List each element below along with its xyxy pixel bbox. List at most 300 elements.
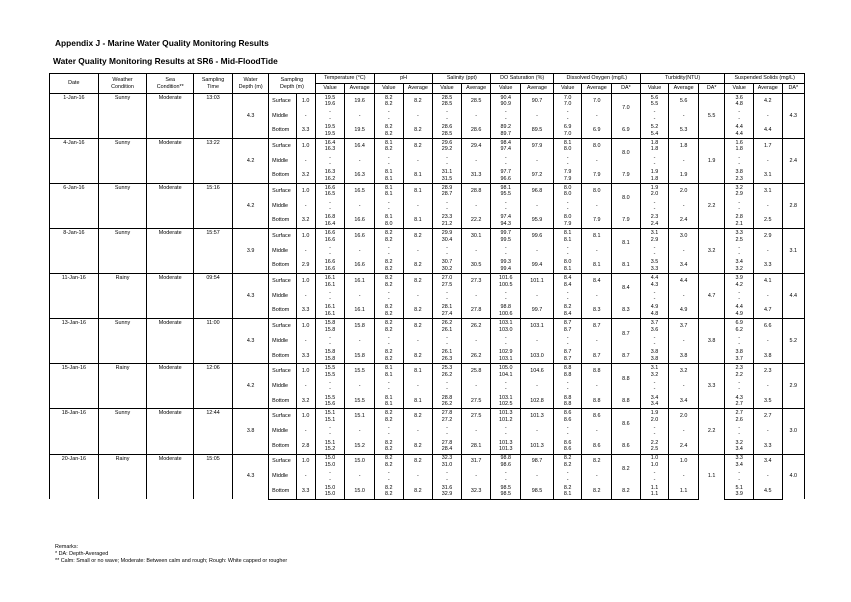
do-saturation-value-reading: 98.5: [500, 491, 511, 498]
do-saturation-value-reading: 100.5: [498, 281, 513, 288]
do-saturation-value: [491, 168, 521, 183]
do-saturation-average: 97.2: [521, 168, 554, 183]
temperature-value-reading: -: [329, 386, 331, 393]
salinity-value: [433, 364, 462, 379]
dissolved-oxygen-value: [553, 109, 582, 124]
depth-label-cell: Bottom: [269, 123, 297, 138]
do-saturation-value-reading: 90.4: [500, 94, 511, 101]
date-cell: 11-Jan-16: [50, 274, 99, 319]
depth-label-cell: Bottom: [269, 168, 297, 183]
turbidity-value: [640, 168, 669, 183]
salinity-value: [433, 139, 462, 154]
do-saturation-value-reading: 105.0: [498, 365, 513, 372]
dissolved-oxygen-average: -: [582, 154, 612, 169]
salinity-value: [433, 199, 462, 214]
salinity-average: 29.4: [461, 139, 491, 154]
header-do-saturation: DO Saturation (%): [491, 74, 553, 84]
salinity-value-reading: -: [446, 154, 448, 161]
sampling-depth-cell: 1.0: [296, 409, 315, 424]
sampling-time-cell: 11:00: [193, 319, 232, 364]
temperature-average: 15.0: [345, 454, 375, 469]
suspended-solids-value: [725, 274, 754, 289]
do-saturation-average: -: [521, 244, 554, 259]
suspended-solids-value-reading: 3.3: [735, 455, 743, 462]
temperature-value-reading: 19.5: [324, 124, 336, 131]
temperature-value: [315, 334, 345, 349]
temperature-average: 15.5: [345, 364, 375, 379]
dissolved-oxygen-da: 8.6: [612, 409, 641, 439]
depth-label-cell: Surface: [269, 454, 297, 469]
turbidity-average: 4.9: [669, 304, 699, 319]
temperature-value: [315, 229, 345, 244]
dissolved-oxygen-da: 7.9: [612, 168, 641, 183]
dissolved-oxygen-da: 8.8: [612, 364, 641, 394]
depth-label-cell: Middle: [269, 469, 297, 484]
temperature-value: [315, 139, 345, 154]
dissolved-oxygen-value-reading: 7.9: [563, 175, 572, 182]
suspended-solids-average: -: [753, 154, 782, 169]
salinity-value-reading: 29.2: [441, 146, 453, 153]
turbidity-da: 4.7: [698, 274, 724, 319]
ph-value-reading: 8.1: [385, 394, 393, 401]
turbidity-average: 4.4: [669, 274, 699, 289]
turbidity-average: -: [669, 334, 699, 349]
do-saturation-average: -: [521, 379, 554, 394]
suspended-solids-value-reading: -: [738, 334, 741, 341]
temperature-value-reading: 15.5: [324, 365, 336, 372]
salinity-value-reading: 21.2: [441, 220, 453, 227]
water-depth-cell: 4.3: [233, 94, 269, 139]
turbidity-value-reading: 1.8: [650, 175, 659, 182]
suspended-solids-value-reading: 2.3: [735, 175, 743, 182]
temperature-value-reading: 16.6: [324, 184, 336, 191]
temperature-value: [315, 349, 345, 364]
turbidity-value: [640, 394, 669, 409]
do-saturation-value-reading: 102.5: [498, 401, 513, 408]
dissolved-oxygen-average: -: [582, 424, 612, 439]
turbidity-value-reading: 3.4: [650, 394, 659, 401]
dissolved-oxygen-value: [553, 379, 582, 394]
salinity-value-reading: 28.5: [441, 94, 453, 101]
suspended-solids-value-reading: -: [738, 386, 741, 393]
do-saturation-average: 101.1: [521, 274, 554, 289]
dissolved-oxygen-da: 8.2: [612, 454, 641, 484]
suspended-solids-average: 3.3: [753, 259, 782, 274]
table-row: [50, 409, 805, 424]
suspended-solids-average: 3.1: [753, 168, 782, 183]
salinity-value-reading: 28.7: [441, 191, 453, 198]
dissolved-oxygen-value-reading: 8.7: [563, 356, 572, 363]
do-saturation-value: [491, 123, 521, 138]
do-saturation-average: 97.9: [521, 139, 554, 154]
weather-cell: Rainy: [98, 454, 147, 499]
turbidity-value: [640, 289, 669, 304]
temperature-value-reading: 15.8: [324, 349, 336, 356]
salinity-average: 30.1: [461, 229, 491, 244]
salinity-average: -: [461, 154, 491, 169]
depth-label-cell: Bottom: [269, 439, 297, 454]
suspended-solids-value-reading: -: [738, 431, 741, 438]
salinity-average: -: [461, 469, 491, 484]
dissolved-oxygen-value-reading: 8.2: [563, 304, 572, 311]
salinity-average: 25.8: [461, 364, 491, 379]
turbidity-da: 1.1: [698, 454, 724, 499]
ph-value: [374, 364, 403, 379]
sampling-depth-cell: 1.0: [296, 274, 315, 289]
salinity-value-reading: 26.2: [441, 320, 453, 327]
ph-average: 8.1: [403, 364, 433, 379]
dissolved-oxygen-value: [553, 199, 582, 214]
suspended-solids-value-reading: 1.8: [735, 146, 743, 153]
subheader-value: Value: [374, 84, 403, 94]
ph-average: -: [403, 424, 433, 439]
ph-average: 8.2: [403, 349, 433, 364]
dissolved-oxygen-value-reading: 6.9: [563, 124, 572, 131]
turbidity-value-reading: 5.5: [650, 101, 659, 108]
water-quality-table: [49, 73, 805, 500]
do-saturation-value-reading: 97.7: [500, 169, 511, 176]
do-saturation-value: [491, 304, 521, 319]
turbidity-da: 2.2: [698, 184, 724, 229]
temperature-value: [315, 274, 345, 289]
depth-label-cell: Middle: [269, 199, 297, 214]
salinity-average: -: [461, 199, 491, 214]
turbidity-da: 3.8: [698, 319, 724, 364]
ph-value-reading: 8.2: [385, 446, 393, 453]
temperature-average: 16.5: [345, 184, 375, 199]
turbidity-value: [640, 379, 669, 394]
depth-label-cell: Surface: [269, 229, 297, 244]
turbidity-average: -: [669, 289, 699, 304]
suspended-solids-value-reading: -: [738, 296, 741, 303]
turbidity-value-reading: -: [653, 154, 656, 161]
temperature-value: [315, 409, 345, 424]
temperature-value-reading: -: [329, 161, 331, 168]
temperature-value: [315, 379, 345, 394]
do-saturation-value-reading: 97.4: [500, 146, 511, 153]
salinity-average: 26.2: [461, 349, 491, 364]
dissolved-oxygen-value-reading: 8.0: [563, 184, 572, 191]
ph-value-reading: -: [387, 334, 390, 341]
ph-value: [374, 199, 403, 214]
ph-average: 8.2: [403, 123, 433, 138]
turbidity-value-reading: 4.9: [650, 304, 659, 311]
do-saturation-value-reading: 101.2: [498, 416, 513, 423]
suspended-solids-value-reading: -: [738, 379, 741, 386]
sampling-depth-cell: 1.0: [296, 454, 315, 469]
ph-value-reading: 8.1: [385, 175, 393, 182]
ph-average: -: [403, 289, 433, 304]
salinity-average: 27.8: [461, 304, 491, 319]
turbidity-value: [640, 484, 669, 499]
salinity-value-reading: 27.0: [441, 275, 453, 281]
do-saturation-value: [491, 154, 521, 169]
turbidity-average: 2.0: [669, 184, 699, 199]
suspended-solids-value-reading: 3.8: [735, 349, 743, 356]
sampling-depth-cell: -: [296, 199, 315, 214]
ph-value-reading: 8.1: [385, 184, 393, 191]
turbidity-value-reading: 1.9: [650, 184, 659, 191]
suspended-solids-value-reading: 3.2: [735, 439, 743, 446]
depth-label-cell: Surface: [269, 364, 297, 379]
ph-average: 8.2: [403, 274, 433, 289]
salinity-value-reading: 29.6: [441, 139, 453, 146]
turbidity-value: [640, 439, 669, 454]
dissolved-oxygen-value-reading: 7.0: [563, 94, 572, 101]
turbidity-value-reading: -: [653, 341, 656, 348]
turbidity-average: -: [669, 199, 699, 214]
table-row: [50, 364, 805, 379]
salinity-value-reading: -: [446, 476, 448, 483]
ph-value-reading: 8.2: [385, 146, 393, 153]
suspended-solids-value: [725, 349, 754, 364]
suspended-solids-average: 6.6: [753, 319, 782, 334]
suspended-solids-average: -: [753, 379, 782, 394]
salinity-average: -: [461, 334, 491, 349]
subheader-value: Value: [433, 84, 462, 94]
do-saturation-average: 99.6: [521, 229, 554, 244]
salinity-value-reading: 27.2: [441, 416, 453, 423]
ph-value-reading: -: [387, 386, 390, 393]
suspended-solids-value: [725, 94, 754, 109]
temperature-value-reading: 15.5: [324, 371, 336, 378]
dissolved-oxygen-value: [553, 394, 582, 409]
subheader-da: DA*: [698, 84, 724, 94]
suspended-solids-value: [725, 364, 754, 379]
dissolved-oxygen-value-reading: -: [566, 116, 569, 123]
dissolved-oxygen-value-reading: -: [566, 431, 569, 438]
ph-value-reading: 8.2: [385, 281, 393, 288]
suspended-solids-da: 4.0: [782, 454, 804, 499]
ph-average: -: [403, 154, 433, 169]
turbidity-value-reading: -: [653, 161, 656, 168]
sampling-depth-cell: 3.2: [296, 168, 315, 183]
ph-average: -: [403, 199, 433, 214]
ph-value-reading: -: [387, 341, 390, 348]
turbidity-value: [640, 154, 669, 169]
dissolved-oxygen-average: 6.9: [582, 123, 612, 138]
subheader-da: DA*: [612, 84, 641, 94]
salinity-value: [433, 319, 462, 334]
suspended-solids-average: -: [753, 424, 782, 439]
ph-average: 8.2: [403, 409, 433, 424]
date-cell: 8-Jan-16: [50, 229, 99, 274]
ph-value-reading: -: [387, 199, 390, 206]
salinity-value-reading: 26.1: [441, 349, 453, 356]
do-saturation-value-reading: 94.3: [500, 220, 511, 227]
temperature-value: [315, 364, 345, 379]
temperature-value-reading: 16.4: [324, 139, 336, 146]
temperature-value-reading: 16.2: [324, 175, 336, 182]
temperature-value-reading: 16.3: [324, 146, 336, 153]
salinity-value-reading: -: [446, 424, 448, 431]
depth-label-cell: Middle: [269, 379, 297, 394]
ph-value: [374, 214, 403, 229]
ph-value-reading: 8.2: [385, 439, 393, 446]
do-saturation-average: 101.3: [521, 409, 554, 424]
dissolved-oxygen-value-reading: -: [566, 154, 569, 161]
dissolved-oxygen-value-reading: -: [566, 424, 569, 431]
ph-value: [374, 439, 403, 454]
dissolved-oxygen-average: 8.0: [582, 139, 612, 154]
ph-value: [374, 109, 403, 124]
do-saturation-value-reading: 99.4: [500, 265, 511, 272]
sampling-time-cell: 13:03: [193, 94, 232, 139]
temperature-value-reading: 16.6: [324, 236, 336, 243]
temperature-value-reading: 15.0: [324, 455, 336, 462]
temperature-value: [315, 109, 345, 124]
dissolved-oxygen-average: 8.6: [582, 439, 612, 454]
suspended-solids-da: 2.8: [782, 184, 804, 229]
dissolved-oxygen-average: 8.1: [582, 229, 612, 244]
salinity-value-reading: 27.5: [441, 281, 453, 288]
water-depth-cell: 4.2: [233, 184, 269, 229]
turbidity-value-reading: 3.3: [650, 265, 659, 272]
turbidity-value-reading: 2.0: [650, 191, 659, 198]
salinity-average: 26.2: [461, 319, 491, 334]
sea-condition-cell: Moderate: [147, 364, 194, 409]
dissolved-oxygen-value-reading: 8.1: [563, 491, 572, 498]
ph-value: [374, 274, 403, 289]
dissolved-oxygen-da: 8.0: [612, 139, 641, 169]
ph-value: [374, 259, 403, 274]
temperature-value-reading: 15.0: [324, 461, 336, 468]
dissolved-oxygen-da: 8.1: [612, 229, 641, 259]
ph-value: [374, 334, 403, 349]
weather-cell: Sunny: [98, 409, 147, 454]
turbidity-average: 3.4: [669, 394, 699, 409]
dissolved-oxygen-value-reading: -: [566, 206, 569, 213]
dissolved-oxygen-value-reading: 8.4: [563, 310, 572, 317]
salinity-value: [433, 424, 462, 439]
dissolved-oxygen-value-reading: 8.7: [563, 349, 572, 356]
do-saturation-value-reading: -: [504, 424, 507, 431]
suspended-solids-value-reading: 6.2: [735, 326, 743, 333]
turbidity-value: [640, 123, 669, 138]
dissolved-oxygen-da: 8.4: [612, 274, 641, 304]
do-saturation-value: [491, 139, 521, 154]
dissolved-oxygen-value-reading: 7.9: [563, 220, 572, 227]
turbidity-value-reading: -: [653, 199, 656, 206]
suspended-solids-average: -: [753, 199, 782, 214]
date-cell: 4-Jan-16: [50, 139, 99, 184]
suspended-solids-value-reading: -: [738, 244, 741, 251]
salinity-average: 28.8: [461, 184, 491, 199]
suspended-solids-value: [725, 199, 754, 214]
ph-value-reading: 8.2: [385, 356, 393, 363]
turbidity-value-reading: 5.4: [650, 130, 659, 137]
depth-label-cell: Middle: [269, 109, 297, 124]
ph-value-reading: -: [387, 109, 390, 116]
depth-label-cell: Surface: [269, 319, 297, 334]
do-saturation-value-reading: -: [504, 206, 507, 213]
do-saturation-value: [491, 349, 521, 364]
dissolved-oxygen-value-reading: -: [566, 379, 569, 386]
dissolved-oxygen-value: [553, 229, 582, 244]
turbidity-value-reading: -: [653, 244, 656, 251]
suspended-solids-average: 3.5: [753, 394, 782, 409]
suspended-solids-value-reading: -: [738, 109, 741, 116]
suspended-solids-value: [725, 454, 754, 469]
suspended-solids-average: 4.5: [753, 484, 782, 499]
temperature-average: -: [345, 154, 375, 169]
dissolved-oxygen-value-reading: 8.1: [563, 265, 572, 272]
turbidity-value-reading: 1.1: [650, 491, 659, 498]
dissolved-oxygen-da: 8.0: [612, 184, 641, 214]
suspended-solids-value: [725, 184, 754, 199]
do-saturation-value-reading: 99.5: [500, 236, 511, 243]
sampling-depth-cell: -: [296, 154, 315, 169]
turbidity-average: 2.0: [669, 409, 699, 424]
ph-average: 8.2: [403, 319, 433, 334]
do-saturation-value-reading: -: [504, 109, 507, 116]
ph-value: [374, 484, 403, 499]
subheader-value: Value: [315, 84, 345, 94]
ph-value: [374, 409, 403, 424]
sampling-depth-cell: -: [296, 379, 315, 394]
temperature-value: [315, 214, 345, 229]
suspended-solids-value-reading: 3.7: [735, 356, 743, 363]
turbidity-value-reading: -: [653, 109, 656, 116]
header-sea: Sea Condition**: [147, 74, 194, 94]
ph-value-reading: 8.1: [385, 139, 393, 146]
suspended-solids-value-reading: 3.4: [735, 259, 743, 266]
ph-value-reading: 8.2: [385, 265, 393, 272]
temperature-value-reading: -: [329, 296, 331, 303]
dissolved-oxygen-value-reading: 8.1: [563, 229, 572, 236]
salinity-average: 27.5: [461, 409, 491, 424]
turbidity-value: [640, 274, 669, 289]
water-depth-cell: 4.3: [233, 319, 269, 364]
salinity-value-reading: 31.6: [441, 484, 453, 491]
sampling-depth-cell: 1.0: [296, 184, 315, 199]
dissolved-oxygen-value: [553, 154, 582, 169]
temperature-value-reading: -: [329, 206, 331, 213]
do-saturation-average: -: [521, 469, 554, 484]
salinity-value-reading: 27.8: [441, 410, 453, 417]
temperature-value-reading: 16.1: [324, 275, 336, 281]
do-saturation-value: [491, 439, 521, 454]
ph-average: 8.2: [403, 439, 433, 454]
suspended-solids-value-reading: -: [738, 476, 741, 483]
turbidity-value: [640, 409, 669, 424]
ph-average: 8.2: [403, 229, 433, 244]
dissolved-oxygen-value: [553, 349, 582, 364]
temperature-value-reading: -: [329, 469, 331, 476]
temperature-value-reading: 16.3: [324, 169, 336, 176]
ph-value: [374, 123, 403, 138]
turbidity-value: [640, 364, 669, 379]
subheader-average: Average: [403, 84, 433, 94]
temperature-average: -: [345, 379, 375, 394]
dissolved-oxygen-average: 8.0: [582, 184, 612, 199]
salinity-value-reading: -: [446, 341, 448, 348]
salinity-average: 27.5: [461, 394, 491, 409]
sea-condition-cell: Moderate: [147, 184, 194, 229]
sea-condition-cell: Moderate: [147, 274, 194, 319]
water-depth-cell: 4.3: [233, 274, 269, 319]
suspended-solids-average: 2.9: [753, 229, 782, 244]
sea-condition-cell: Moderate: [147, 319, 194, 364]
salinity-value-reading: -: [446, 199, 448, 206]
suspended-solids-value-reading: -: [738, 251, 741, 258]
turbidity-value: [640, 199, 669, 214]
salinity-value: [433, 349, 462, 364]
do-saturation-value-reading: 99.3: [500, 259, 511, 266]
turbidity-value-reading: 2.9: [650, 236, 659, 243]
turbidity-average: -: [669, 154, 699, 169]
temperature-value: [315, 289, 345, 304]
